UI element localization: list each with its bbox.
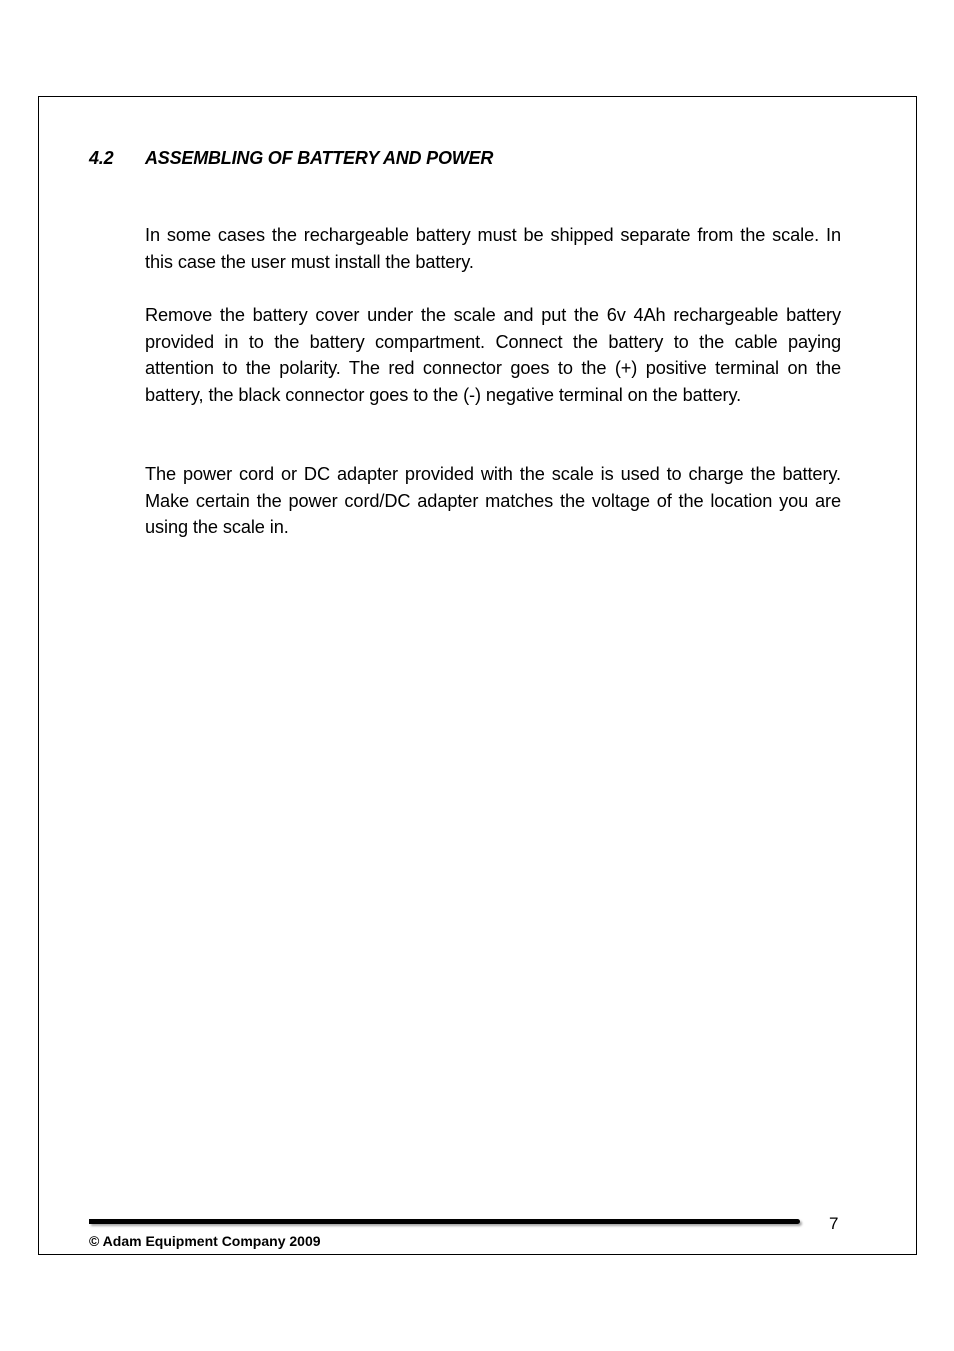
footer-rule — [89, 1219, 800, 1224]
paragraph-battery-install: Remove the battery cover under the scale and put the 6v 4Ah rechargeable battery provided in to the battery compartment. Connect the battery to the cable paying attention to the polarity. The red connector goes to the (+) positive terminal on the battery, the black connector goes to the (-) negative terminal on the battery. — [145, 305, 841, 405]
section-heading — [89, 146, 493, 170]
paragraph-battery-shipping: In some cases the rechargeable battery must be shipped separate from the scale. In this case the user must install the battery. — [145, 225, 841, 272]
section-number: 4.2 — [89, 148, 114, 168]
page-number: 7 — [829, 1214, 839, 1233]
footer-copyright: © Adam Equipment Company 2009 — [89, 1233, 321, 1249]
paragraph-power-adapter: The power cord or DC adapter provided with the scale is used to charge the battery. Make certain the power cord/DC adapter matches the voltage of the location you are using the scale in. — [145, 464, 841, 537]
section-title: ASSEMBLING OF BATTERY AND POWER — [145, 148, 494, 168]
